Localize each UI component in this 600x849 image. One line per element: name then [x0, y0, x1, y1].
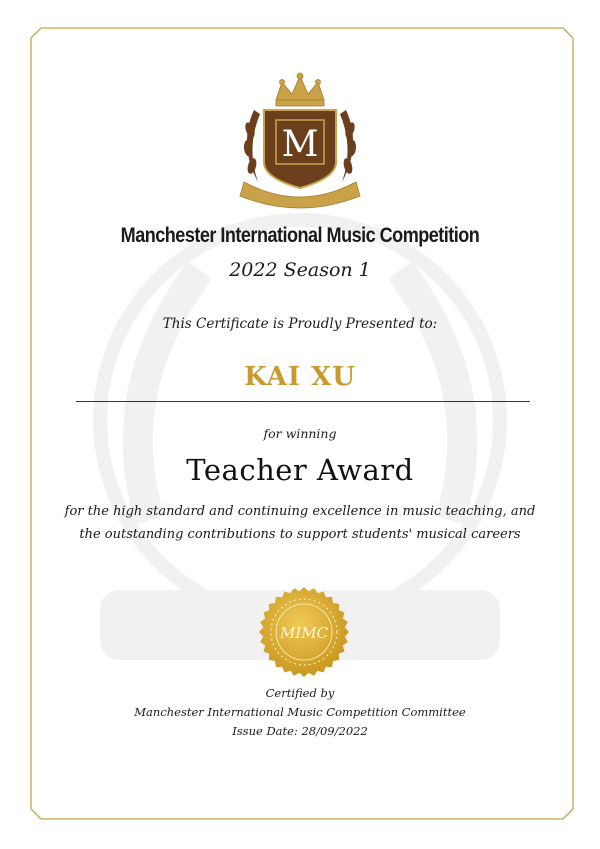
- award-title: Teacher Award: [186, 453, 414, 487]
- certification-block: [0, 684, 600, 741]
- crest-logo: [232, 70, 368, 212]
- presented-line: This Certificate is Proudly Presented to:: [162, 316, 438, 332]
- competition-title: Manchester International Music Competition: [120, 224, 480, 247]
- issue-date: Issue Date: 28/09/2022: [232, 724, 368, 738]
- description-line-1: for the high standard and continuing excellence in music teaching, and: [64, 504, 536, 519]
- recipient-name: KAI XU: [244, 362, 356, 392]
- for-winning-text: for winning: [263, 426, 337, 441]
- description-line-2: the outstanding contributions to support students' musical careers: [79, 527, 521, 542]
- gold-seal: [258, 586, 350, 678]
- crest-letter: M: [281, 124, 319, 165]
- certified-by: Certified by: [265, 686, 335, 700]
- season-label: 2022 Season 1: [229, 259, 371, 281]
- name-divider: [76, 401, 530, 402]
- award-description: [50, 500, 550, 546]
- committee-name: Manchester International Music Competition Committee: [134, 705, 466, 719]
- seal-monogram: MIMC: [279, 624, 329, 642]
